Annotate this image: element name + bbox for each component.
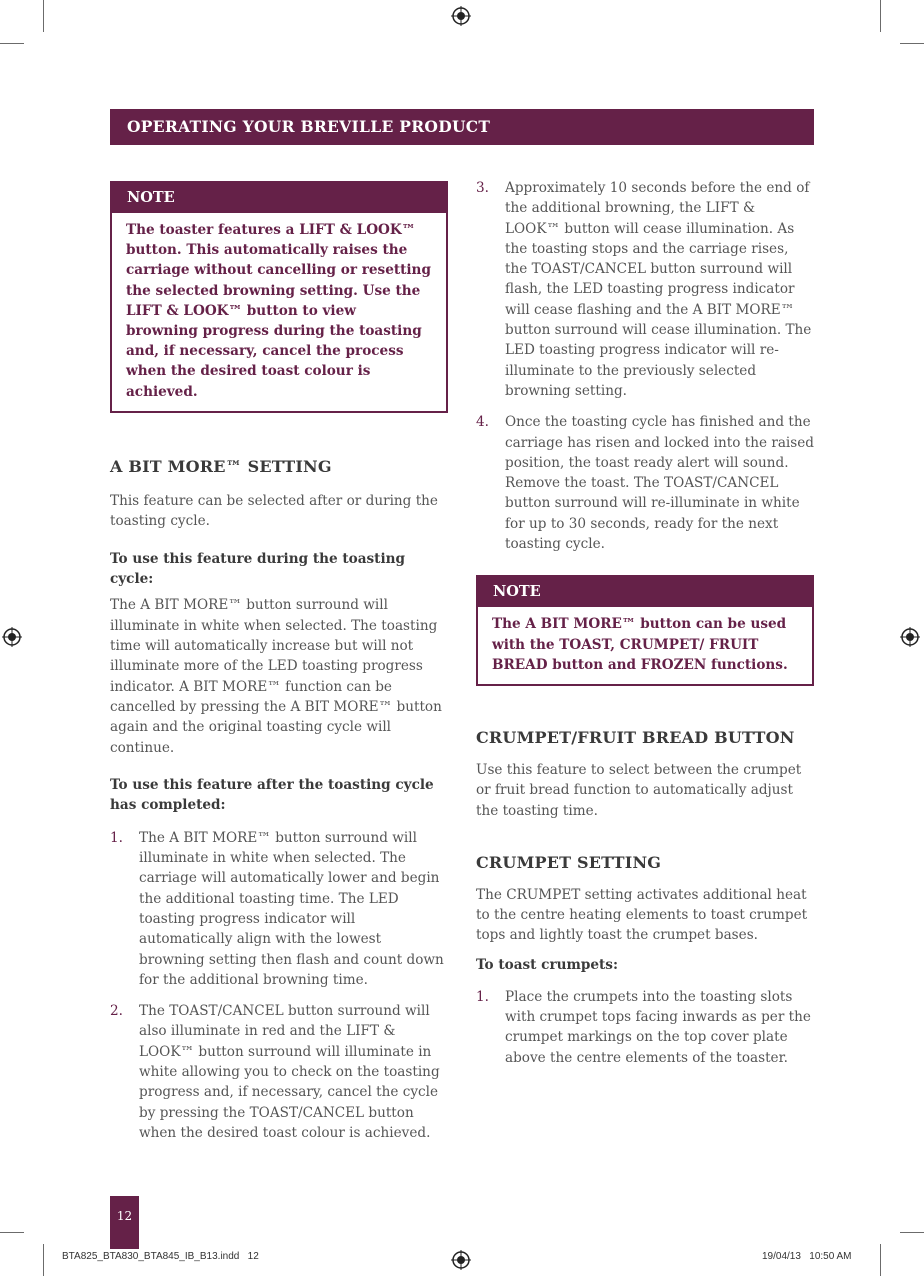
registration-mark-icon xyxy=(451,6,471,26)
continued-steps xyxy=(476,178,814,554)
step-number: 1. xyxy=(476,988,489,1005)
crumpet-setting-text: The CRUMPET setting activates additional heat to the centre heating elements to toast crumpet tops and lightly toast the crumpet bases. xyxy=(476,886,808,944)
step-number: 1. xyxy=(110,829,123,846)
page-number: 12 xyxy=(110,1196,139,1249)
crop-mark xyxy=(43,1244,44,1276)
a-bit-more-heading: A BIT MORE™ SETTING xyxy=(110,456,332,476)
step-number: 2. xyxy=(110,1003,123,1020)
note-body: The A BIT MORE™ button can be used with the TOAST, CRUMPET/ FRUIT BREAD button and FROZEN functions. xyxy=(492,616,788,673)
registration-mark-icon xyxy=(451,1250,471,1270)
note-body: The toaster features a LIFT & LOOK™ button. This automatically raises the carriage without cancelling or resetting the selected browning setting. Use the LIFT & LOOK™ button to view browning progress during the toasting and, if necessary, cancel the process when the desired toast colour is achieved. xyxy=(126,222,431,400)
list-item xyxy=(476,987,814,1068)
list-item xyxy=(110,828,448,990)
crop-mark xyxy=(0,1232,24,1233)
crumpet-button-text: Use this feature to select between the crumpet or fruit bread function to automatically adjust the toasting time. xyxy=(476,761,802,819)
list-item xyxy=(476,412,814,554)
crop-mark xyxy=(880,1244,881,1276)
a-bit-more-note xyxy=(476,575,814,686)
registration-mark-icon xyxy=(900,627,920,647)
footer-file-name: BTA825_BTA830_BTA845_IB_B13.indd 12 xyxy=(62,1251,259,1262)
step-number: 4. xyxy=(476,414,489,431)
step-number: 3. xyxy=(476,180,489,196)
list-item xyxy=(110,1001,448,1143)
crumpet-setting-heading: CRUMPET SETTING xyxy=(476,852,662,872)
footer-timestamp: 19/04/13 10:50 AM xyxy=(762,1251,852,1262)
lift-look-note xyxy=(110,181,448,413)
step-text: Place the crumpets into the toasting slots with crumpet tops facing inwards as per the crumpet markings on the top cover plate above the centre elements of the toaster. xyxy=(505,988,811,1066)
note-heading: NOTE xyxy=(112,183,446,213)
note-heading: NOTE xyxy=(478,577,812,607)
crop-mark xyxy=(900,1232,924,1233)
after-cycle-steps xyxy=(110,828,448,1143)
step-text: Once the toasting cycle has finished and the carriage has risen and locked into the raised position, the toast ready alert will sound. Remove the toast. The TOAST/CANCEL button surround will re-illuminate in white for up to 30 seconds, ready for the next toasting cycle. xyxy=(505,414,814,553)
section-title-bar: OPERATING YOUR BREVILLE PRODUCT xyxy=(110,109,814,145)
after-cycle-heading: To use this feature after the toasting cycle has completed: xyxy=(110,776,434,813)
list-item xyxy=(476,178,814,401)
step-text: Approximately 10 seconds before the end of the additional browning, the LIFT & LOOK™ button will cease illumination. As the toasting stops and the carriage rises, the TOAST/CANCEL button surround will flash, the LED toasting progress indicator will cease flashing and the A BIT MORE™ button surround will cease illumination. The LED toasting progress indicator will re-illuminate to the previously selected browning setting. xyxy=(505,180,812,399)
during-cycle-heading: To use this feature during the toasting cycle: xyxy=(110,551,406,588)
step-text: The A BIT MORE™ button surround will illuminate in white when selected. The carriage will automatically lower and begin the additional toasting time. The LED toasting progress indicator will automatically align with the lowest browning setting then flash and count down for the additional browning time. xyxy=(139,829,444,988)
right-column xyxy=(476,178,814,1068)
a-bit-more-intro: This feature can be selected after or during the toasting cycle. xyxy=(110,492,438,530)
toast-crumpets-heading: To toast crumpets: xyxy=(476,956,618,973)
step-text: The TOAST/CANCEL button surround will also illuminate in red and the LIFT & LOOK™ button surround will illuminate in white allowing you to check on the toasting progress and, if necessary, cancel the cycle by pressing the TOAST/CANCEL button when the desired toast colour is achieved. xyxy=(139,1003,440,1141)
crop-mark xyxy=(900,43,924,44)
crumpet-steps xyxy=(476,987,814,1068)
during-cycle-text: The A BIT MORE™ button surround will illuminate in white when selected. The toasting time will automatically increase but will not illuminate more of the LED toasting progress indicator. A BIT MORE™ function can be cancelled by pressing the A BIT MORE™ button again and the original toasting cycle will continue. xyxy=(110,597,442,756)
crop-mark xyxy=(0,43,24,44)
crop-mark xyxy=(43,0,44,32)
registration-mark-icon xyxy=(2,627,22,647)
crumpet-button-heading: CRUMPET/FRUIT BREAD BUTTON xyxy=(476,727,795,747)
left-column xyxy=(110,181,448,1143)
crop-mark xyxy=(880,0,881,32)
